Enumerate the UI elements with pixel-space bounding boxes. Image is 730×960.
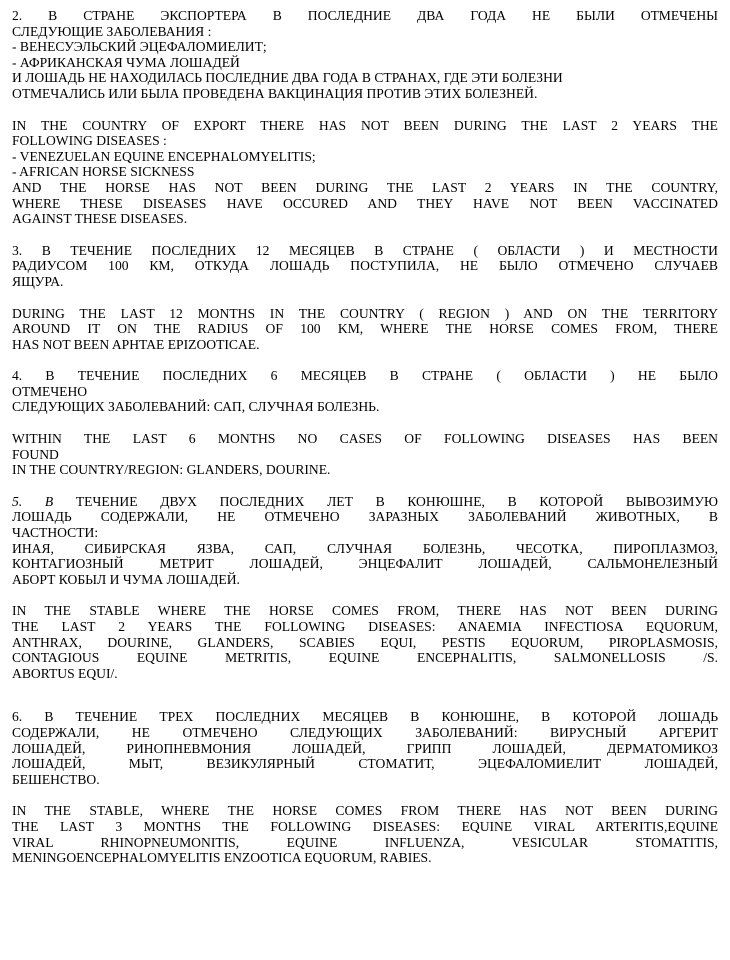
section-number: 5. В [12,493,54,509]
text-line: AND THE HORSE HAS NOT BEEN DURING THE LAST 2 YEARS IN THE COUNTRY, [12,179,718,195]
text-line: ABORTUS EQUI/. [12,665,118,681]
text-line: ЛОШАДЬ СОДЕРЖАЛИ, НЕ ОТМЕЧЕНО ЗАРАЗНЫХ ЗАБОЛЕВАНИЙ ЖИВОТНЫХ, В [12,509,718,525]
text-line: ОТМЕЧЕНО [12,383,88,399]
section-3-english [12,306,718,353]
text-line: ЯЩУРА. [12,273,64,289]
text-line: ANTHRAX, DOURINE, GLANDERS, SCABIES EQUI, PESTIS EQUORUM, PIROPLASMOSIS, [12,634,718,650]
text-line: ЛОШАДЕЙ, МЫТ, ВЕЗИКУЛЯРНЫЙ СТОМАТИТ, ЭЦЕФАЛОМИЕЛИТ ЛОШАДЕЙ, [12,756,718,772]
text-line: VIRAL RHINOPNEUMONITIS, EQUINE INFLUENZA, VESICULAR STOMATITIS, [12,834,718,850]
text-line: 4. В ТЕЧЕНИЕ ПОСЛЕДНИХ 6 МЕСЯЦЕВ В СТРАНЕ ( ОБЛАСТИ ) НЕ БЫЛО [12,368,718,384]
text-line: IN THE COUNTRY OF EXPORT THERE HAS NOT BEEN DURING THE LAST 2 YEARS THE [12,117,718,133]
text-line: ЧАСТНОСТИ: [12,525,99,541]
text-line: CONTAGIOUS EQUINE METRITIS, EQUINE ENCEPHALITIS, SALMONELLOSIS /S. [12,650,718,666]
text-line: WITHIN THE LAST 6 MONTHS NO CASES OF FOLLOWING DISEASES HAS BEEN [12,431,718,447]
text-line: WHERE THESE DISEASES HAVE OCCURED AND THEY HAVE NOT BEEN VACCINATED [12,195,718,211]
text-line: IN THE STABLE, WHERE THE HORSE COMES FROM THERE HAS NOT BEEN DURING [12,803,718,819]
section-2-russian [12,8,718,102]
text-line: - ВЕНЕСУЭЛЬСКИЙ ЭЦЕФАЛОМИЕЛИТ; [12,39,267,55]
text-line: IN THE STABLE WHERE THE HORSE COMES FROM, THERE HAS NOT BEEN DURING [12,603,718,619]
text-line: СЛЕДУЮЩИХ ЗАБОЛЕВАНИЙ: САП, СЛУЧНАЯ БОЛЕЗНЬ. [12,399,380,415]
text-line: DURING THE LAST 12 MONTHS IN THE COUNTRY ( REGION ) AND ON THE TERRITORY [12,305,718,321]
text-line: FOLLOWING DISEASES : [12,133,167,149]
text-line: AGAINST THESE DISEASES. [12,211,188,227]
text-line: И ЛОШАДЬ НЕ НАХОДИЛАСЬ ПОСЛЕДНИЕ ДВА ГОДА В СТРАНАХ, ГДЕ ЭТИ БОЛЕЗНИ [12,70,563,86]
section-4-english [12,431,718,478]
text-line [12,494,718,510]
text-line: 3. В ТЕЧЕНИЕ ПОСЛЕДНИХ 12 МЕСЯЦЕВ В СТРАНЕ ( ОБЛАСТИ ) И МЕСТНОСТИ [12,242,718,258]
text-line: HAS NOT BEEN APHTAE EPIZOOTICAE. [12,336,260,352]
text-line: ЛОШАДЕЙ, РИНОПНЕВМОНИЯ ЛОШАДЕЙ, ГРИПП ЛОШАДЕЙ, ДЕРМАТОМИКОЗ [12,740,718,756]
text-line: - VENEZUELAN EQUINE ENCEPHALOMYELITIS; [12,148,316,164]
section-2-english [12,118,718,227]
section-5-russian [12,494,718,588]
text-line: 2. В СТРАНЕ ЭКСПОРТЕРА В ПОСЛЕДНИЕ ДВА ГОДА НЕ БЫЛИ ОТМЕЧЕНЫ [12,8,718,23]
section-5-english [12,603,718,681]
section-3-russian [12,243,718,290]
document-page [12,8,718,866]
text-line: РАДИУСОМ 100 КМ, ОТКУДА ЛОШАДЬ ПОСТУПИЛА, НЕ БЫЛО ОТМЕЧЕНО СЛУЧАЕВ [12,258,718,274]
section-4-russian [12,368,718,415]
text-run: ТЕЧЕНИЕ ДВУХ ПОСЛЕДНИХ ЛЕТ В КОНЮШНЕ, В КОТОРОЙ ВЫВОЗИМУЮ [53,493,718,509]
text-line: THE LAST 3 MONTHS THE FOLLOWING DISEASES: EQUINE VIRAL ARTERITIS,EQUINE [12,818,718,834]
text-line: - AFRICAN HORSE SICKNESS [12,164,195,180]
text-line: AROUND IT ON THE RADIUS OF 100 KM, WHERE THE HORSE COMES FROM, THERE [12,321,718,337]
text-line: СЛЕДУЮЩИЕ ЗАБОЛЕВАНИЯ : [12,23,212,39]
text-line: THE LAST 2 YEARS THE FOLLOWING DISEASES: ANAEMIA INFECTIOSA EQUORUM, [12,619,718,634]
text-line: ИНАЯ, СИБИРСКАЯ ЯЗВА, САП, СЛУЧНАЯ БОЛЕЗНЬ, ЧЕСОТКА, ПИРОПЛАЗМОЗ, [12,540,718,556]
section-6-english [12,803,718,865]
text-line: КОНТАГИОЗНЫЙ МЕТРИТ ЛОШАДЕЙ, ЭНЦЕФАЛИТ ЛОШАДЕЙ, САЛЬМОНЕЛЕЗНЫЙ [12,556,718,572]
text-line: СОДЕРЖАЛИ, НЕ ОТМЕЧЕНО СЛЕДУЮЩИХ ЗАБОЛЕВАНИЙ: ВИРУСНЫЙ АРГЕРИТ [12,724,718,740]
text-line: АБОРТ КОБЫЛ И ЧУМА ЛОШАДЕЙ. [12,571,240,587]
text-line: IN THE COUNTRY/REGION: GLANDERS, DOURINE. [12,462,331,478]
text-line: БЕШЕНСТВО. [12,771,100,787]
section-6-russian [12,709,718,787]
text-line: MENINGOENCEPHALOMYELITIS ENZOOTICA EQUORUM, RABIES. [12,850,432,866]
text-line: 6. В ТЕЧЕНИЕ ТРЕХ ПОСЛЕДНИХ МЕСЯЦЕВ В КОНЮШНЕ, В КОТОРОЙ ЛОШАДЬ [12,709,718,725]
text-line: FOUND [12,446,59,462]
text-line: ОТМЕЧАЛИСЬ ИЛИ БЫЛА ПРОВЕДЕНА ВАКЦИНАЦИЯ ПРОТИВ ЭТИХ БОЛЕЗНЕЙ. [12,85,538,101]
text-line: - АФРИКАНСКАЯ ЧУМА ЛОШАДЕЙ [12,54,240,70]
